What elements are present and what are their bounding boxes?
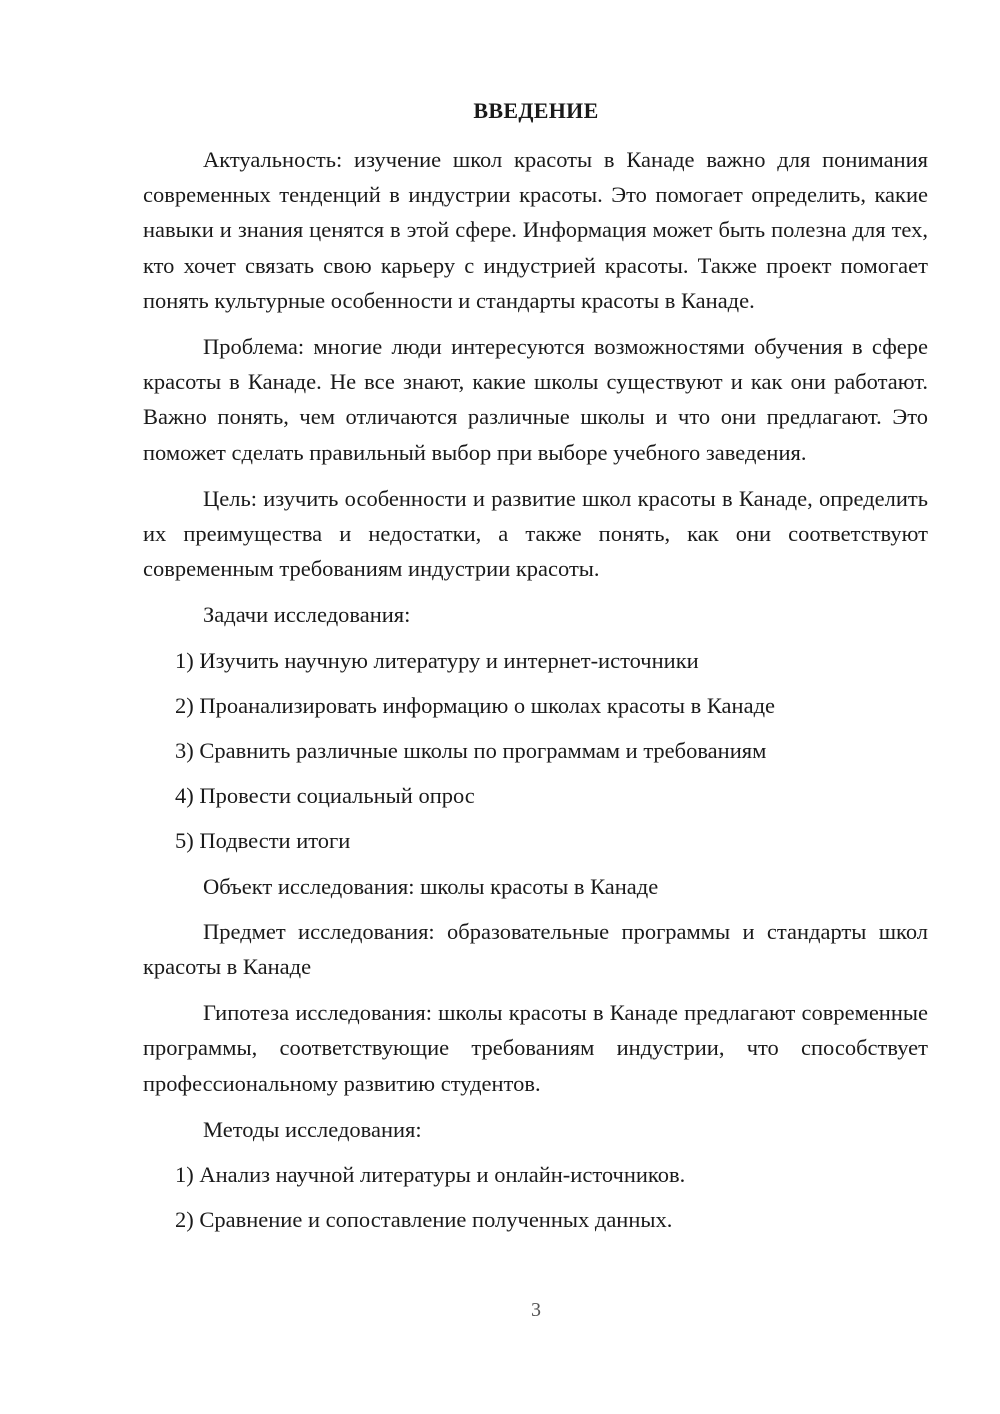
methods-heading: Методы исследования: (203, 1116, 422, 1142)
task-item: 2) Проанализировать информацию о школах красоты в Канаде (175, 692, 776, 718)
methods-list (143, 1157, 928, 1237)
tasks-heading: Задачи исследования: (203, 602, 411, 628)
task-item: 5) Подвести итоги (175, 828, 351, 854)
tasks-list (143, 643, 928, 859)
document-body (143, 142, 928, 1247)
method-item: 2) Сравнение и сопоставление полученных данных. (175, 1207, 673, 1233)
page-number: 3 (531, 1299, 541, 1321)
goal-paragraph: Цель: изучить особенности и развитие школ красоты в Канаде, определить их преимущества и недостатки, а также понять, как они соответствуют современным требованиям индустрии красоты. (143, 485, 928, 582)
subject-paragraph: Предмет исследования: образовательные программы и стандарты школ красоты в Канаде (143, 918, 928, 980)
task-item: 4) Провести социальный опрос (175, 783, 475, 809)
page-title: ВВЕДЕНИЕ (473, 98, 599, 123)
task-item: 1) Изучить научную литературу и интернет-источники (175, 647, 699, 673)
relevance-paragraph: Актуальность: изучение школ красоты в Канаде важно для понимания современных тенденций в индустрии красоты. Это помогает определить, какие навыки и знания ценятся в этой сфере. Информация может быть полезна для тех, кто хочет связать свою карьеру с индустрией красоты. Также проект помогает понять культурные особенности и стандарты красоты в Канаде. (143, 147, 928, 313)
task-item: 3) Сравнить различные школы по программам и требованиям (175, 738, 767, 764)
object-line: Объект исследования: школы красоты в Канаде (203, 873, 659, 899)
problem-paragraph: Проблема: многие люди интересуются возможностями обучения в сфере красоты в Канаде. Не все знают, какие школы существуют и как они работают. Важно понять, чем отличаются различные школы и что они предлагают. Это поможет сделать правильный выбор при выборе учебного заведения. (143, 334, 928, 465)
hypothesis-paragraph: Гипотеза исследования: школы красоты в Канаде предлагают современные программы, соответствующие требованиям индустрии, что способствует профессиональному развитию студентов. (143, 1000, 928, 1096)
method-item: 1) Анализ научной литературы и онлайн-источников. (175, 1162, 686, 1188)
